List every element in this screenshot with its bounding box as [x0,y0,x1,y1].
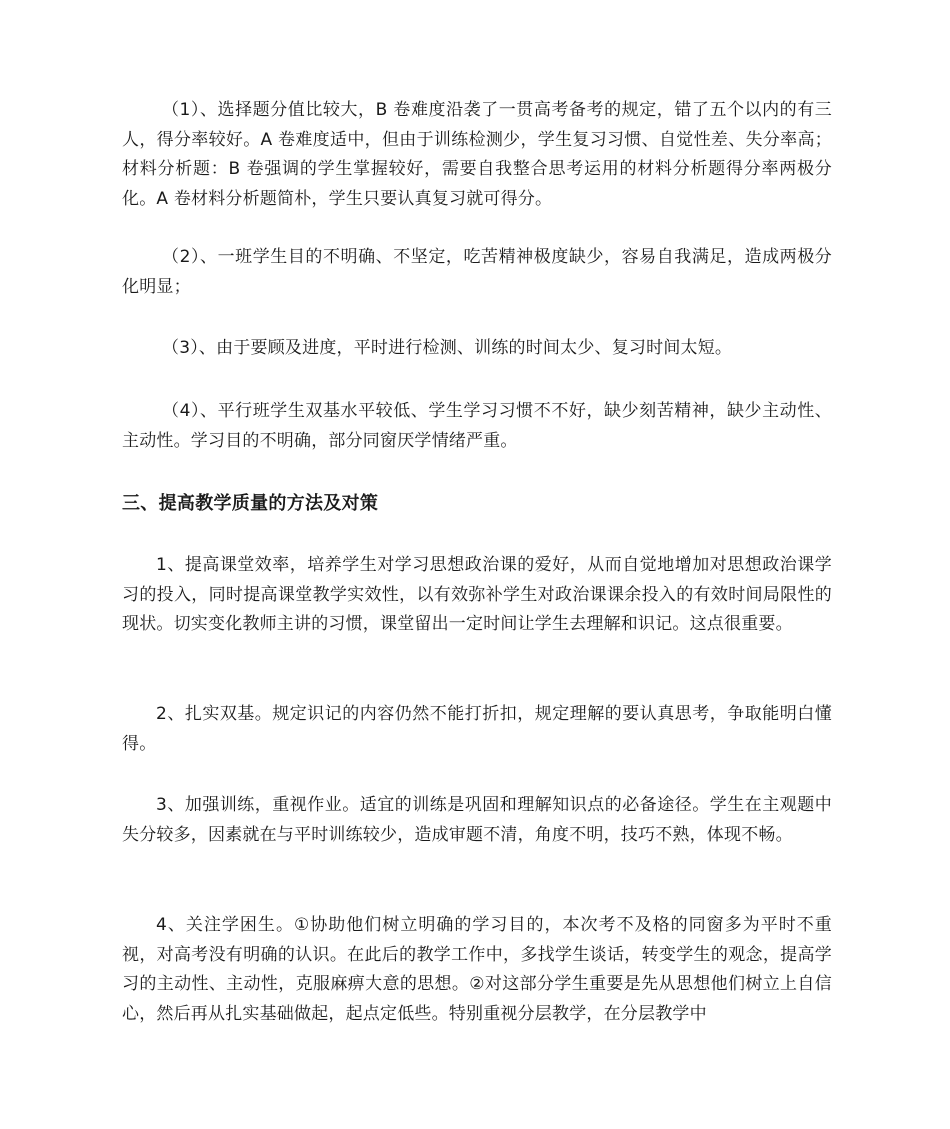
measure-paragraph-3: 3、加强训练，重视作业。适宜的训练是巩固和理解知识点的必备途径。学生在主观题中失分较多，因素就在与平时训练较少，造成审题不清，角度不明，技巧不熟，体现不畅。 [122,795,832,845]
reason-paragraph-4: （4）、平行班学生双基水平较低、学生学习习惯不不好，缺少刻苦精神，缺少主动性、主动性。学习目的不明确，部分同窗厌学情绪严重。 [122,401,832,451]
measure-paragraph-1: 1、提高课堂效率，培养学生对学习思想政治课的爱好，从而自觉地增加对思想政治课学习的投入，同时提高课堂教学实效性，以有效弥补学生对政治课课余投入的有效时间局限性的现状。切实变化教师主讲的习惯，课堂留出一定时间让学生去理解和识记。这点很重要。 [122,555,832,634]
reason-paragraph-2: （2）、一班学生目的不明确、不坚定，吃苦精神极度缺少，容易自我满足，造成两极分化明显； [122,247,832,297]
measure-paragraph-4: 4、关注学困生。①协助他们树立明确的学习目的，本次考不及格的同窗多为平时不重视，对高考没有明确的认识。在此后的教学工作中，多找学生谈话，转变学生的观念，提高学习的主动性、主动性，克服麻痹大意的思想。②对这部分学生重要是先从思想他们树立上自信心，然后再从扎实基础做起，起点定低些。特别重视分层教学，在分层教学中 [122,915,832,1024]
reason-paragraph-3: （3）、由于要顾及进度，平时进行检测、训练的时间太少、复习时间太短。 [162,338,733,358]
reason-paragraph-1: （1）、选择题分值比较大，B 卷难度沿袭了一贯高考备考的规定，错了五个以内的有三人，得分率较好。A 卷难度适中，但由于训练检测少，学生复习习惯、自觉性差、失分率高；材料分析题：B 卷强调的学生掌握较好，需要自我整合思考运用的材料分析题得分率两极分化。A 卷材料分析题简朴，学生只要认真复习就可得分。 [122,100,832,209]
measure-paragraph-2: 2、扎实双基。规定识记的内容仍然不能打折扣，规定理解的要认真思考，争取能明白懂得。 [122,704,832,754]
section-heading: 三、提高教学质量的方法及对策 [122,493,379,514]
